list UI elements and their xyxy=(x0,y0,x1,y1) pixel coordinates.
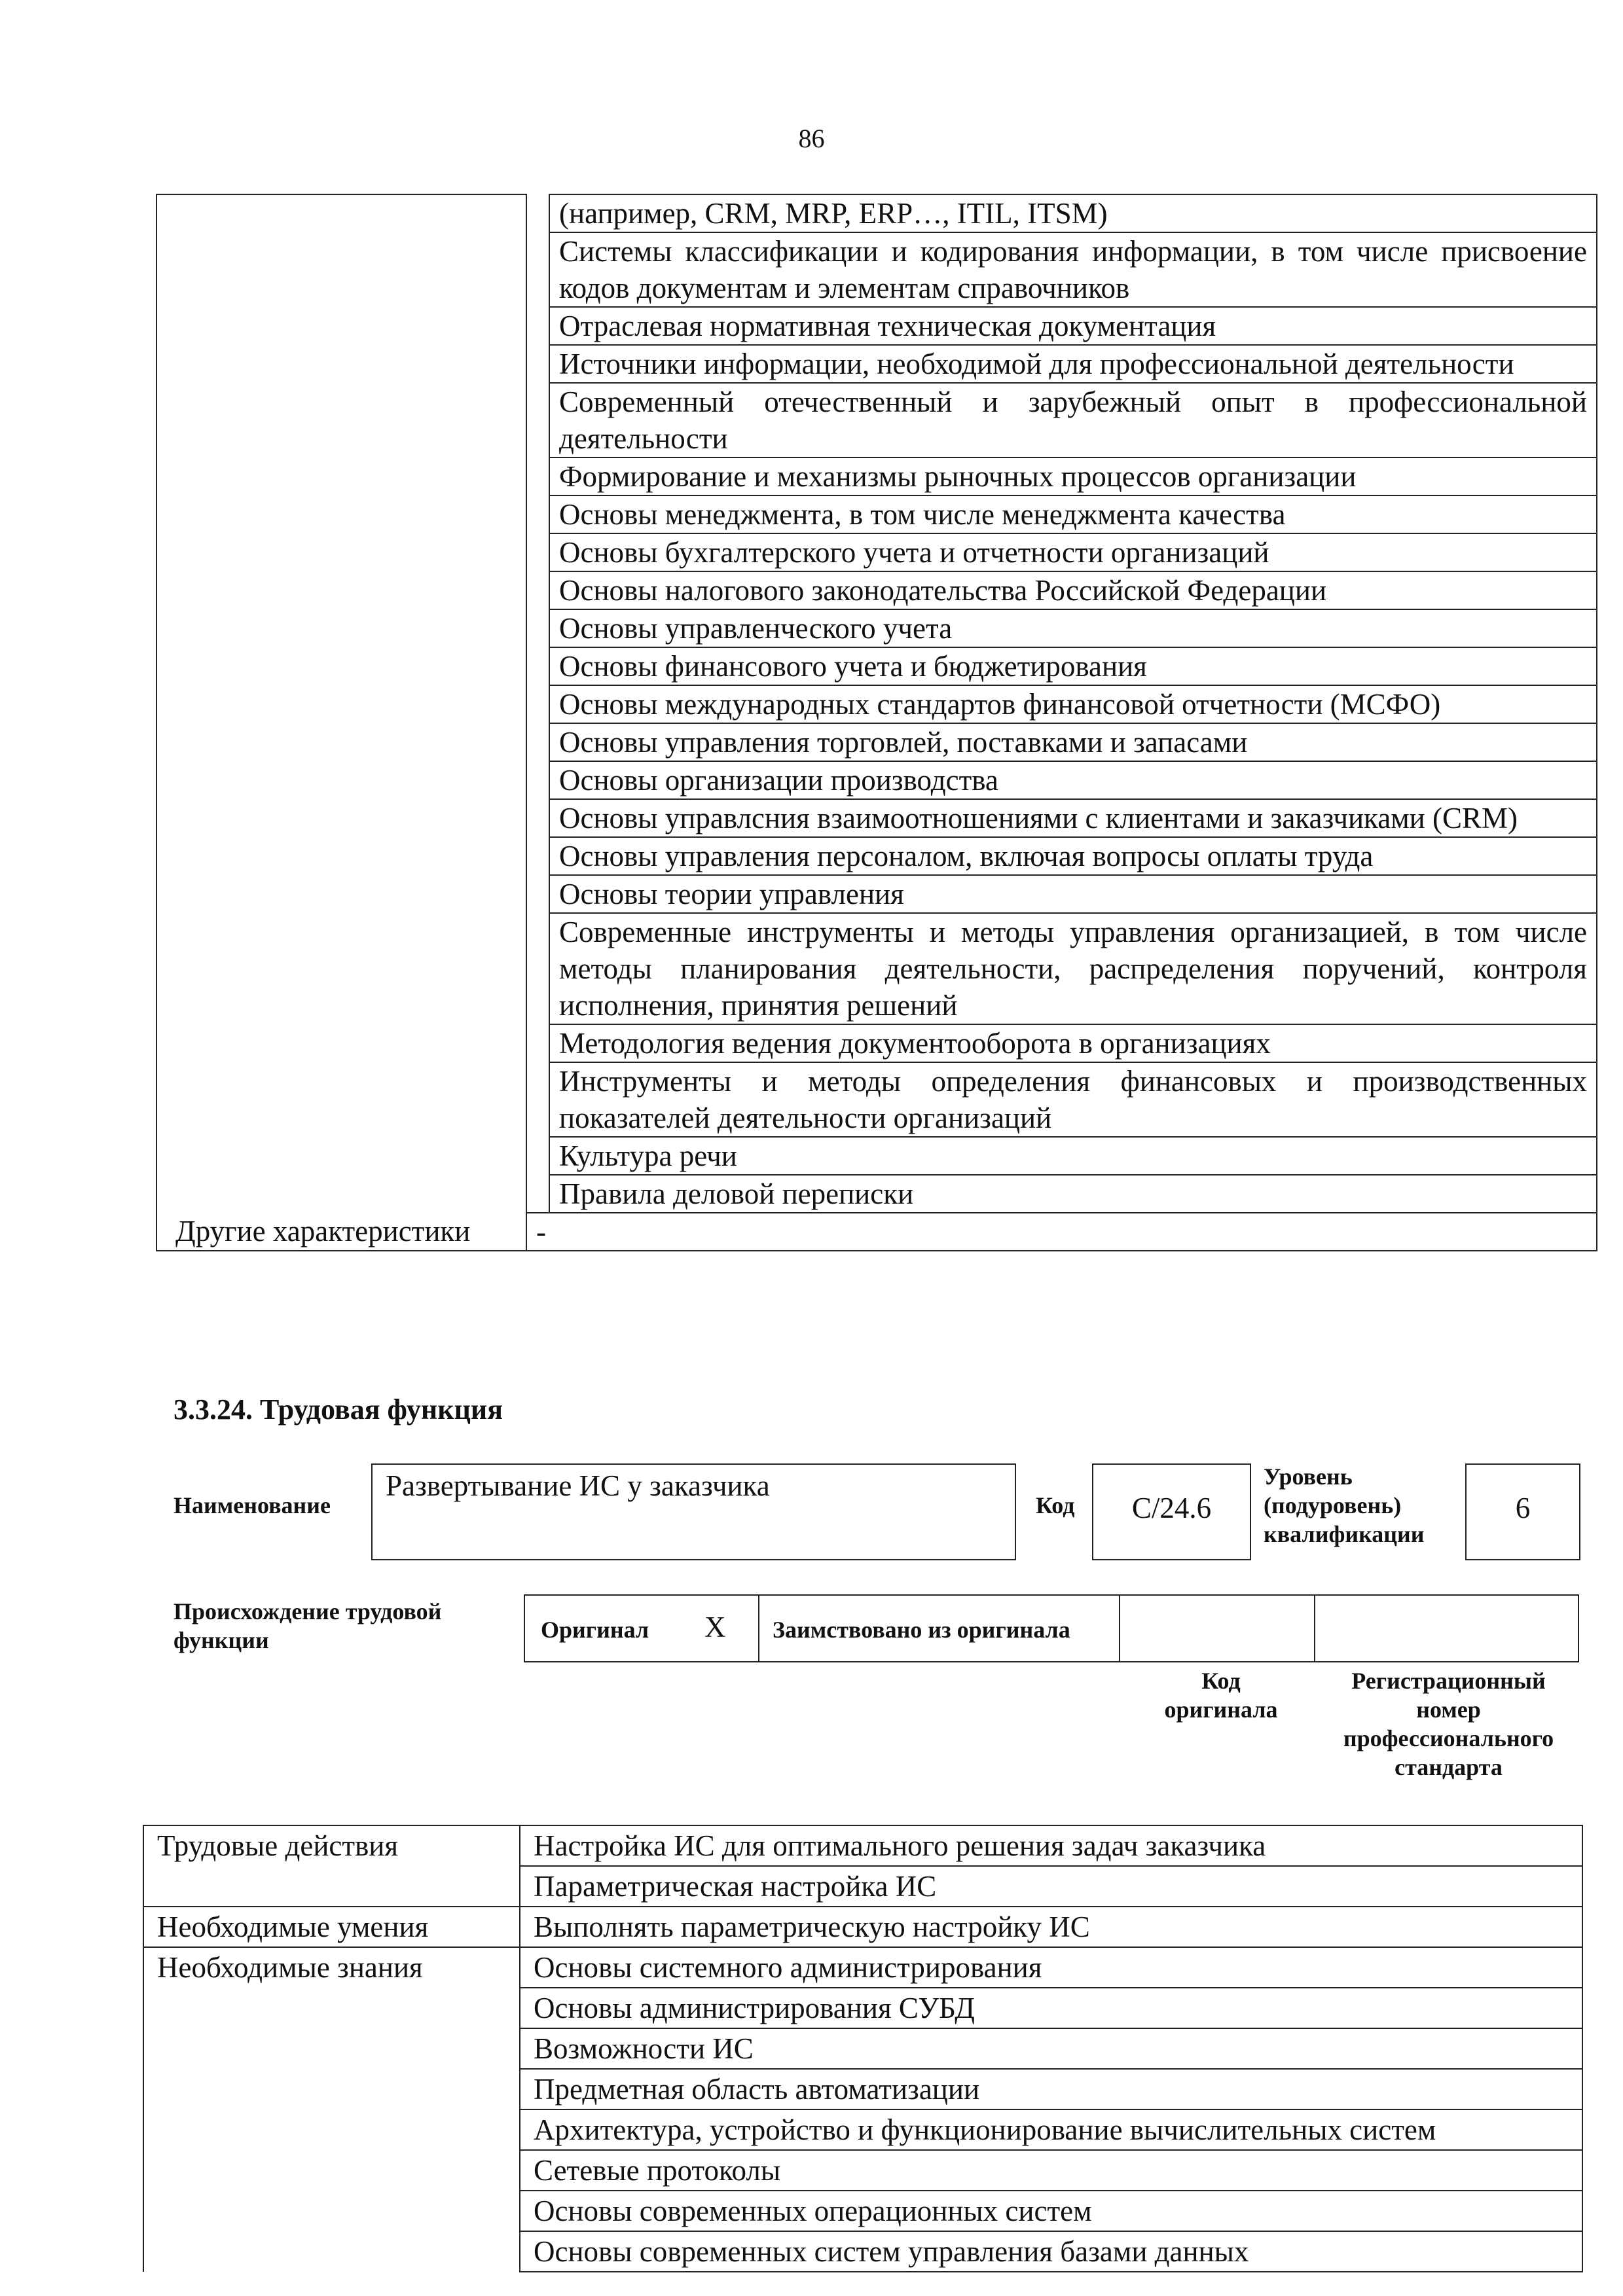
other-characteristics-value: - xyxy=(526,1213,1597,1251)
skill-item: Выполнять параметрическую настройку ИС xyxy=(520,1907,1582,1947)
knowledge-table xyxy=(156,194,1597,1251)
original-mark: X xyxy=(704,1611,726,1643)
level-label xyxy=(1264,1462,1425,1549)
knowledge-item: Системы классификации и кодирования информации, в том числе присвоение кодов документам и элементам справочников xyxy=(549,232,1597,307)
origin-row xyxy=(524,1594,1580,1662)
knowledge-item: Отраслевая нормативная техническая документация xyxy=(549,307,1597,345)
knowledge-item: Предметная область автоматизации xyxy=(520,2069,1582,2109)
caption-line: Регистрационный xyxy=(1351,1668,1546,1694)
page-number: 86 xyxy=(798,124,825,153)
table-row xyxy=(156,194,1597,232)
knowledge-item: Основы теории управления xyxy=(549,875,1597,913)
caption-line: оригинала xyxy=(1164,1696,1278,1723)
knowledge-item: Основы управлсния взаимоотношениями с клиентами и заказчиками (CRM) xyxy=(549,799,1597,837)
knowledge-item: Инструменты и методы определения финансовых и производственных показателей деятельности организаций xyxy=(549,1062,1597,1137)
knowledge-item: Основы международных стандартов финансовой отчетности (МСФО) xyxy=(549,685,1597,723)
knowledge-item: Основы налогового законодательства Российской Федерации xyxy=(549,571,1597,609)
knowledge-item: Основы финансового учета и бюджетирования xyxy=(549,647,1597,685)
knowledge-item: Основы бухгалтерского учета и отчетности организаций xyxy=(549,533,1597,571)
caption-line: Код xyxy=(1201,1668,1241,1694)
action-item: Настройка ИС для оптимального решения задач заказчика xyxy=(520,1825,1582,1866)
knowledge-item: Современный отечественный и зарубежный опыт в профессиональной деятельности xyxy=(549,383,1597,457)
section-heading: 3.3.24. Трудовая функция xyxy=(173,1393,503,1426)
knowledge-item: Современные инструменты и методы управления организацией, в том числе методы планирования деятельности, распределения поручений, контроля исполнения, принятия решений xyxy=(549,913,1597,1024)
original-cell xyxy=(524,1594,759,1662)
knowledge-item: (например, CRM, MRP, ERP…, ITIL, ITSM) xyxy=(549,194,1597,232)
knowledge-item: Основы управления торговлей, поставками и запасами xyxy=(549,723,1597,761)
registration-number-cell xyxy=(1314,1594,1579,1662)
name-label: Наименование xyxy=(173,1492,331,1518)
function-table xyxy=(143,1825,1583,2272)
table-cell-empty xyxy=(156,194,526,1213)
action-item: Параметрическая настройка ИС xyxy=(520,1866,1582,1907)
knowledge-item: Основы современных систем управления базами данных xyxy=(520,2231,1582,2272)
level-field: 6 xyxy=(1465,1463,1580,1560)
caption-line: профессионального xyxy=(1343,1725,1554,1751)
level-label-line: (подуровень) xyxy=(1264,1492,1402,1518)
original-code-cell xyxy=(1119,1594,1315,1662)
level-label-line: Уровень xyxy=(1264,1463,1353,1490)
knowledge-item: Основы администрирования СУБД xyxy=(520,1988,1582,2028)
code-field: С/24.6 xyxy=(1092,1463,1251,1560)
knowledge-label: Необходимые знания xyxy=(143,1947,520,2272)
caption-line: номер xyxy=(1416,1696,1481,1723)
origin-label xyxy=(173,1597,441,1655)
table-row xyxy=(143,1825,1582,1866)
code-label: Код xyxy=(1036,1492,1075,1518)
table-row xyxy=(156,1213,1597,1251)
borrowed-cell xyxy=(758,1594,1120,1662)
knowledge-item: Возможности ИС xyxy=(520,2028,1582,2069)
knowledge-item: Сетевые протоколы xyxy=(520,2150,1582,2191)
origin-label-line: Происхождение трудовой xyxy=(173,1598,442,1624)
skills-label: Необходимые умения xyxy=(143,1907,520,1947)
knowledge-item: Основы современных операционных систем xyxy=(520,2191,1582,2231)
other-characteristics-label: Другие характеристики xyxy=(156,1213,526,1251)
table-row xyxy=(143,1907,1582,1947)
name-field: Развертывание ИС у заказчика xyxy=(371,1463,1016,1560)
knowledge-item: Основы системного администрирования xyxy=(520,1947,1582,1988)
knowledge-item: Источники информации, необходимой для профессиональной деятельности xyxy=(549,345,1597,383)
knowledge-item: Основы организации производства xyxy=(549,761,1597,799)
caption-line: стандарта xyxy=(1395,1754,1503,1780)
knowledge-item: Основы управленческого учета xyxy=(549,609,1597,647)
knowledge-item: Методология ведения документооборота в организациях xyxy=(549,1024,1597,1062)
registration-number-caption xyxy=(1316,1666,1581,1782)
knowledge-item: Основы менеджмента, в том числе менеджмента качества xyxy=(549,495,1597,533)
knowledge-item: Формирование и механизмы рыночных процессов организации xyxy=(549,457,1597,495)
knowledge-item: Архитектура, устройство и функционирование вычислительных систем xyxy=(520,2109,1582,2150)
original-code-caption xyxy=(1123,1666,1319,1724)
original-label: Оригинал xyxy=(541,1617,649,1643)
table-row xyxy=(143,1947,1582,1988)
table-cell-gap xyxy=(526,194,549,1213)
origin-label-line: функции xyxy=(173,1627,269,1653)
level-label-line: квалификации xyxy=(1264,1521,1425,1547)
knowledge-item: Культура речи xyxy=(549,1137,1597,1175)
knowledge-item: Основы управления персоналом, включая вопросы оплаты труда xyxy=(549,837,1597,875)
borrowed-label: Заимствовано из оригинала xyxy=(773,1617,1070,1643)
actions-label: Трудовые действия xyxy=(143,1825,520,1907)
knowledge-item: Правила деловой переписки xyxy=(549,1175,1597,1213)
